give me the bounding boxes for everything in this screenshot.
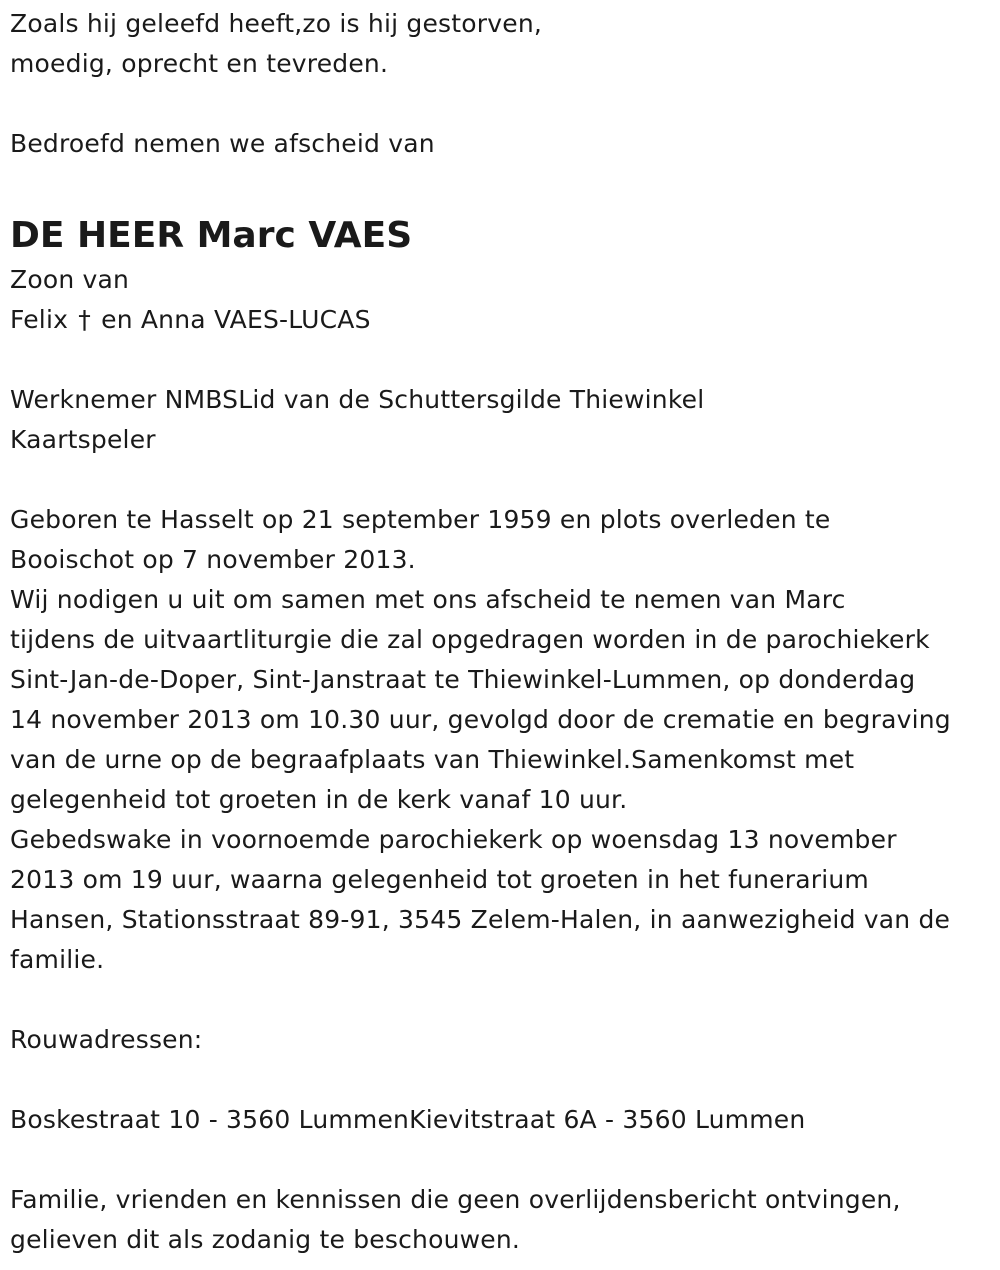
son-of-label: Zoon van: [10, 265, 130, 294]
details-line: Booischot op 7 november 2013.: [10, 545, 416, 574]
father-name: Felix: [10, 305, 69, 334]
intro-line-2: moedig, oprecht en tevreden.: [10, 49, 389, 78]
details-line: Geboren te Hasselt op 21 september 1959 en plots overleden te: [10, 505, 831, 534]
parents-line: [10, 300, 990, 340]
addresses-line: Boskestraat 10 - 3560 LummenKievitstraat 6A - 3560 Lummen: [10, 1105, 806, 1134]
details-line: Sint-Jan-de-Doper, Sint-Janstraat te Thiewinkel-Lummen, op donderdag: [10, 665, 916, 694]
details-line: 2013 om 19 uur, waarna gelegenheid tot groeten in het funerarium: [10, 865, 869, 894]
details-line: Hansen, Stationsstraat 89-91, 3545 Zelem-Halen, in aanwezigheid van de: [10, 905, 951, 934]
obituary-notice: [10, 4, 990, 1260]
details-line: gelegenheid tot groeten in de kerk vanaf 10 uur.: [10, 785, 628, 814]
details-block: [10, 500, 990, 980]
deceased-name: DE HEER Marc VAES: [10, 215, 413, 256]
details-line: 14 november 2013 om 10.30 uur, gevolgd door de crematie en begraving: [10, 705, 951, 734]
details-line: van de urne op de begraafplaats van Thiewinkel.Samenkomst met: [10, 745, 855, 774]
spacer: [10, 340, 990, 380]
spacer: [10, 1140, 990, 1180]
mother-name: en Anna VAES-LUCAS: [101, 305, 371, 334]
details-line: Wij nodigen u uit om samen met ons afscheid te nemen van Marc: [10, 585, 846, 614]
intro-line-3: Bedroefd nemen we afscheid van: [10, 129, 435, 158]
cross-icon: †: [78, 305, 91, 334]
closing-line-1: Familie, vrienden en kennissen die geen overlijdensbericht ontvingen,: [10, 1185, 901, 1214]
spacer: [10, 164, 990, 212]
details-line: tijdens de uitvaartliturgie die zal opgedragen worden in de parochiekerk: [10, 625, 930, 654]
spacer: [10, 84, 990, 124]
spacer: [10, 460, 990, 500]
roles-line-1: Werknemer NMBSLid van de Schuttersgilde Thiewinkel: [10, 385, 705, 414]
spacer: [10, 1060, 990, 1100]
spacer: [10, 980, 990, 1020]
closing-line-2: gelieven dit als zodanig te beschouwen.: [10, 1225, 521, 1254]
addresses-label: Rouwadressen:: [10, 1025, 203, 1054]
details-line: familie.: [10, 945, 105, 974]
roles-line-2: Kaartspeler: [10, 425, 156, 454]
details-line: Gebedswake in voornoemde parochiekerk op woensdag 13 november: [10, 825, 897, 854]
intro-line-1: Zoals hij geleefd heeft,zo is hij gestorven,: [10, 9, 543, 38]
